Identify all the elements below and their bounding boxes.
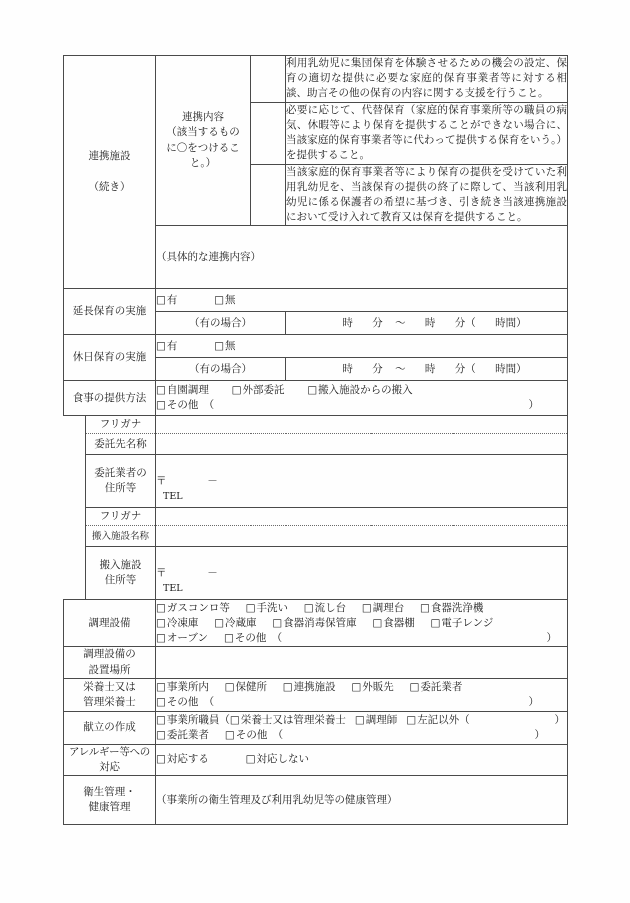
holiday-care-min-2: 分（ [454,362,476,375]
holiday-care-hour-1: 時 [342,362,353,375]
cooperation-item-1: 利用乳幼児に集団保育を体験させるための機会の設定、保育の適切な提供に必要な家庭的保育事業者等に対する相談、助言その他の保育の内容に関する支援を行うこと。 [286,56,568,103]
checkbox-icon[interactable]: □ [272,616,283,629]
holiday-care-yes[interactable] [156,340,177,352]
row-hygiene [64,776,568,825]
circle-mark-cell-1[interactable] [251,56,286,103]
delivery-furigana-input[interactable] [156,508,568,526]
indent-strip [64,526,86,547]
postal-mark-icon: 〒 [156,474,167,487]
dietitian-contractor-label: 委託業者 [420,680,463,693]
form-container [63,55,567,825]
cooperation-content-note-1: （該当するもの [166,126,240,139]
circle-mark-cell-3[interactable] [251,164,286,226]
checkbox-icon[interactable]: □ [419,601,430,614]
checkbox-icon[interactable]: □ [224,680,235,693]
checkbox-icon[interactable]: □ [361,601,372,614]
checkbox-icon[interactable]: □ [303,601,314,614]
checkbox-icon[interactable]: □ [245,753,256,766]
extended-care-case-label: （有の場合） [156,312,286,335]
dietitian-label-line2: 管理栄養士 [83,695,136,708]
checkbox-icon[interactable]: □ [354,713,365,726]
holiday-care-case-label: （有の場合） [156,358,286,381]
dietitian-other-close: ） [528,695,540,708]
checkbox-icon[interactable]: □ [214,339,225,352]
dietitian-other[interactable] [156,695,214,710]
cooperation-item-3: 当該家庭的保育事業者等により保育の提供を受けていた利用乳幼児を、当該保育の提供の終了に際して、当該利用乳幼児に係る保護者の希望に基づき、引き続き当該連携施設において受け入れて教育又は保育を提供すること。 [286,164,568,226]
contractor-tel-label[interactable]: TEL [163,490,183,502]
equipment-location-label-line1: 調理設備の [83,648,136,661]
holiday-care-yes-label: 有 [166,339,178,352]
row-contractor-name [64,434,568,455]
equip-other-label: その他 （ [234,632,283,645]
extended-care-no-label: 無 [225,293,236,306]
dietitian-external-vendor-label: 外販先 [362,680,394,693]
equip-oven-label: オーブン [166,632,208,645]
dietitian-options[interactable] [156,678,568,711]
row-cooperating-facility [64,56,568,103]
checkbox-icon[interactable]: □ [214,616,225,629]
checkbox-icon[interactable]: □ [156,399,166,412]
cooperation-item-2: 必要に応じて、代替保育（家庭的保育事業所等の職員の病気、休暇等により保育を提供することができない場合に、当該家庭的保育事業者等に代わって提供する保育をいう。）を提供すること。 [286,102,568,164]
indent-strip [64,547,86,600]
equip-dishwasher-label: 食器洗浄機 [430,601,484,614]
dietitian-onsite[interactable] [156,681,209,693]
equip-sterilizer-label: 食器消毒保管庫 [283,616,357,629]
checkbox-icon[interactable]: □ [214,293,225,306]
row-allergy [64,744,568,775]
equipment-location-label [64,647,156,678]
meal-option-delivered-label: 搬入施設からの搬入 [318,384,413,397]
checkbox-icon[interactable]: □ [156,753,166,766]
cooperating-facility-label: 連携施設 [88,149,131,162]
equip-fridge[interactable] [214,617,256,629]
checkbox-icon[interactable]: □ [351,680,362,693]
equip-sterilizer[interactable] [272,617,356,629]
checkbox-icon[interactable]: □ [372,616,383,629]
row-dietitian [64,678,568,711]
menu-staff-cook-label: 調理師 [365,713,398,726]
menu-other-label: その他 （ [235,728,284,741]
meal-provision-label: 食事の提供方法 [64,381,156,416]
extended-care-hour-2: 時 [424,316,436,329]
checkbox-icon[interactable]: □ [430,616,441,629]
menu-staff-other[interactable] [406,713,469,728]
equip-microwave-label: 電子レンジ [441,616,494,629]
checkbox-icon[interactable]: □ [307,384,318,397]
checkbox-icon[interactable]: □ [231,384,242,397]
allergy-options[interactable] [156,744,568,775]
equip-prep-table-label: 調理台 [372,601,405,614]
checkbox-icon[interactable]: □ [156,384,166,397]
meal-option-other-close: ） [528,399,540,412]
row-delivery-address [64,547,568,600]
checkbox-icon[interactable]: □ [156,601,166,614]
delivery-furigana-label: フリガナ [86,508,156,526]
checkbox-icon[interactable]: □ [156,728,166,741]
equip-handwash[interactable] [246,602,288,614]
dietitian-label [64,678,156,711]
row-contractor-furigana [64,416,568,434]
cell-cooperating-facility-label [64,56,156,289]
cooperation-content-note-3: と。） [189,156,217,169]
cooperation-content-title: 連携内容 [182,111,224,124]
extended-care-hour-1: 時 [342,316,353,329]
row-delivery-furigana [64,508,568,526]
cooking-equipment-label: 調理設備 [64,600,156,647]
extended-care-min-2: 分（ [454,316,476,329]
hygiene-input[interactable] [156,776,568,825]
row-cooking-equipment [64,600,568,647]
checkbox-icon[interactable]: □ [229,713,240,726]
equip-microwave[interactable] [430,617,493,629]
menu-staff-label: 事業所職員（ [166,713,230,726]
checkbox-icon[interactable]: □ [223,632,234,645]
dietitian-label-line1: 栄養士又は [83,680,136,693]
allergy-no[interactable] [246,753,309,765]
equip-sink[interactable] [304,602,346,614]
equip-other-close: ） [546,632,558,645]
cooperation-detail-prompt: （具体的な連携内容） [156,250,261,263]
cooperating-facility-sublabel: （続き） [88,181,131,194]
indent-strip [64,434,86,455]
allergy-yes[interactable] [156,753,209,765]
equip-other[interactable] [224,631,282,646]
menu-other[interactable] [225,728,283,743]
equip-dish-cabinet-label: 食器棚 [383,616,415,629]
indent-strip [64,455,86,508]
holiday-care-time-fields[interactable] [286,358,568,381]
holiday-care-total: 時間） [495,362,527,375]
equip-prep-table[interactable] [362,602,404,614]
dietitian-other-label: その他 （ [166,695,215,708]
meal-provision-options[interactable] [156,381,568,416]
extended-care-no[interactable] [214,294,235,306]
checkbox-icon[interactable]: □ [156,293,166,306]
holiday-care-no[interactable] [214,340,235,352]
meal-option-outsourced-label: 外部委託 [242,384,285,397]
row-equipment-location [64,647,568,678]
indent-strip [64,508,86,526]
extended-care-tilde: ～ [395,316,406,329]
meal-option-other-label: その他 （ [166,399,215,412]
contractor-furigana-label: フリガナ [86,416,156,434]
extended-care-time-fields[interactable] [286,312,568,335]
holiday-care-tilde: ～ [395,362,406,375]
row-contractor-address [64,455,568,508]
indent-strip [64,416,86,434]
hygiene-label-line1: 衛生管理・ [83,786,136,799]
dietitian-external-vendor[interactable] [351,681,393,693]
delivery-tel-label[interactable]: TEL [163,582,183,594]
equip-fridge-label: 冷蔵庫 [225,616,257,629]
dietitian-contractor[interactable] [409,681,462,693]
allergy-no-label: 対応しない [256,753,310,766]
equip-gas-stove-label: ガスコンロ等 [166,601,230,614]
menu-contractor[interactable] [156,728,209,743]
circle-mark-cell-2[interactable] [251,102,286,164]
delivery-name-label: 搬入施設名称 [86,526,156,547]
equip-dish-cabinet[interactable] [372,617,414,629]
holiday-care-label: 休日保育の実施 [64,335,156,381]
delivery-address-label [86,547,156,600]
cooperation-content-note-2: に〇をつけるこ [166,141,240,154]
allergy-label: アレルギー等への対応 [64,744,156,775]
extended-care-label: 延長保育の実施 [64,289,156,335]
checkbox-icon[interactable]: □ [156,339,166,352]
extended-care-total: 時間） [495,316,527,329]
contractor-name-input[interactable] [156,434,568,455]
allergy-yes-label: 対応する [166,753,209,766]
hygiene-label-line2: 健康管理 [88,801,131,814]
equip-oven[interactable] [156,631,208,646]
checkbox-icon[interactable]: □ [245,601,256,614]
checkbox-icon[interactable]: □ [282,680,293,693]
extended-care-yes-label: 有 [166,293,178,306]
meal-option-inhouse[interactable] [156,384,209,396]
row-holiday-care [64,335,568,358]
menu-staff-cook[interactable] [355,713,397,728]
menu-creation-label: 献立の作成 [64,711,156,744]
postal-mark-icon: 〒 [156,566,167,579]
menu-staff-other-close: ） [554,713,566,726]
delivery-address-input[interactable] [156,547,568,600]
equip-freezer-label: 冷凍庫 [166,616,199,629]
holiday-care-min-1: 分 [372,362,383,375]
contractor-name-label: 委託先名称 [86,434,156,455]
zip-dash: － [207,566,218,579]
meal-option-delivered[interactable] [307,384,412,396]
delivery-address-label-line2: 住所等 [104,574,137,587]
cell-cooperation-content-header [156,56,251,226]
contractor-address-label-line2: 住所等 [104,482,137,495]
checkbox-icon[interactable]: □ [156,695,166,708]
holiday-care-no-label: 無 [225,339,236,352]
equipment-location-label-line2: 設置場所 [88,663,131,676]
delivery-name-input[interactable] [156,526,568,547]
equip-dishwasher[interactable] [420,602,483,614]
contractor-furigana-input[interactable] [156,416,568,434]
row-delivery-name [64,526,568,547]
extended-care-min-1: 分 [372,316,383,329]
equip-gas-stove[interactable] [156,602,230,614]
holiday-care-hour-2: 時 [424,362,436,375]
dietitian-onsite-label: 事業所内 [166,680,209,693]
application-form-table [63,55,568,825]
checkbox-icon[interactable]: □ [156,616,166,629]
menu-staff-dietitian[interactable] [230,713,346,728]
meal-option-other[interactable] [156,398,214,413]
menu-staff[interactable] [156,713,230,728]
contractor-address-input[interactable] [156,455,568,508]
equipment-location-input[interactable] [156,647,568,678]
delivery-address-label-line1: 搬入施設 [99,559,142,572]
menu-creation-options[interactable] [156,711,568,744]
hygiene-prompt: （事業所の衛生管理及び利用乳幼児等の健康管理） [156,793,398,806]
equip-freezer[interactable] [156,617,198,629]
dietitian-cooperating-label: 連携施設 [293,680,336,693]
menu-staff-other-label: 左記以外（ [417,713,470,726]
equip-sink-label: 流し台 [314,601,347,614]
row-extended-care [64,289,568,312]
meal-option-outsourced[interactable] [232,384,285,396]
menu-contractor-label: 委託業者 [166,728,209,741]
holiday-care-options[interactable] [156,335,568,358]
dietitian-cooperating[interactable] [283,681,336,693]
checkbox-icon[interactable]: □ [156,680,166,693]
contractor-address-label-line1: 委託業者の [94,467,147,480]
hygiene-label [64,776,156,825]
dietitian-health-center-label: 保健所 [235,680,268,693]
checkbox-icon[interactable]: □ [406,713,417,726]
zip-dash: － [207,474,218,487]
equip-handwash-label: 手洗い [256,601,289,614]
checkbox-icon[interactable]: □ [409,680,420,693]
checkbox-icon[interactable]: □ [156,632,166,645]
checkbox-icon[interactable]: □ [156,713,166,726]
cooking-equipment-options[interactable] [156,600,568,647]
checkbox-icon[interactable]: □ [224,728,235,741]
extended-care-options[interactable] [156,289,568,312]
menu-other-close: ） [534,728,546,741]
contractor-address-label [86,455,156,508]
menu-staff-dietitian-label: 栄養士又は管理栄養士 [240,713,346,726]
row-menu-creation [64,711,568,744]
meal-option-inhouse-label: 自園調理 [166,384,209,397]
dietitian-health-center[interactable] [225,681,267,693]
extended-care-yes[interactable] [156,294,177,306]
row-meal-provision [64,381,568,416]
cooperation-detail-input[interactable] [156,226,568,289]
